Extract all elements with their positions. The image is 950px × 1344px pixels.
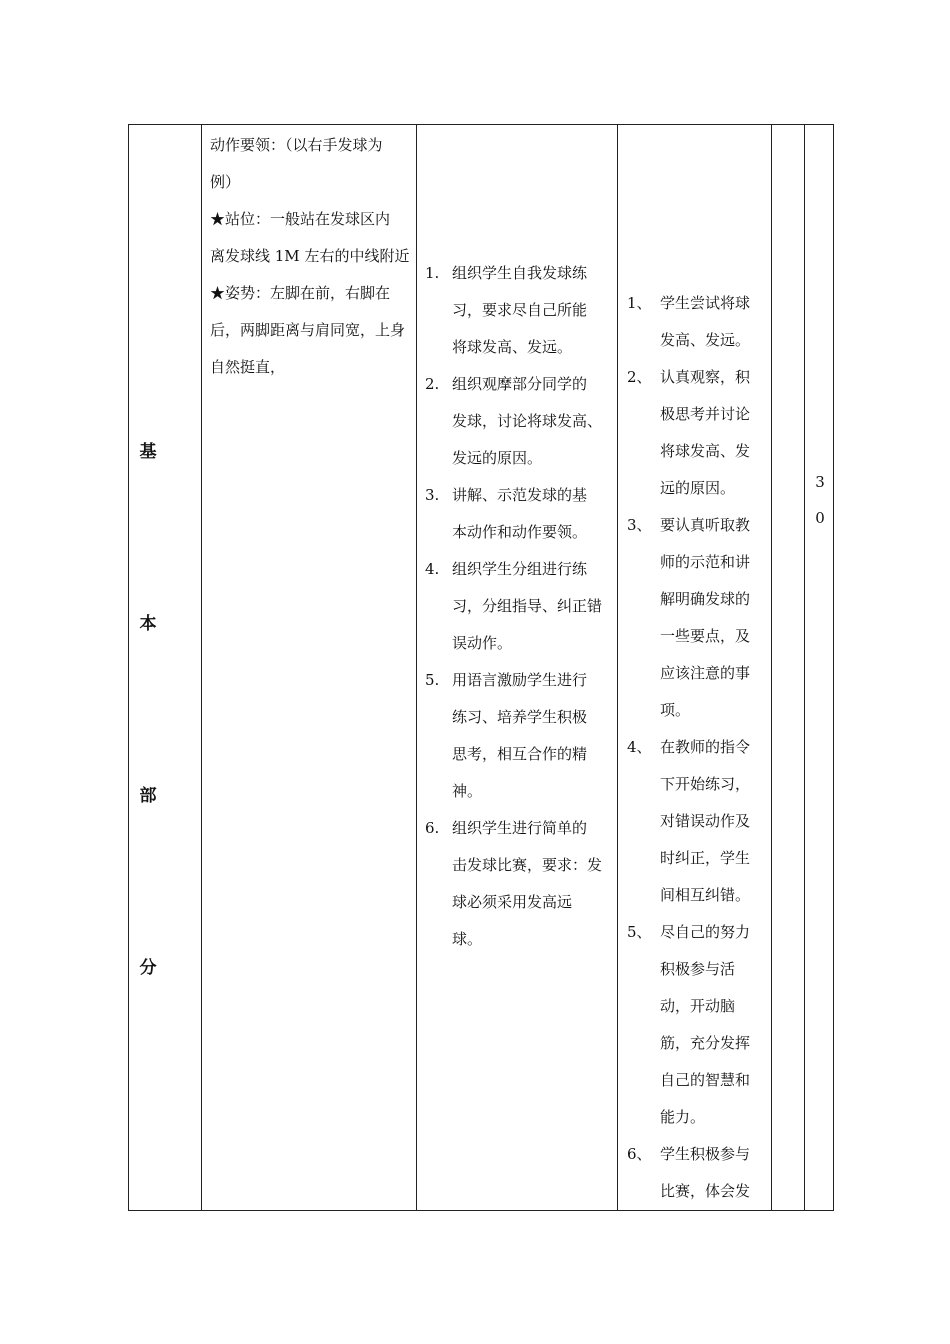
section-title-char: 基 — [139, 442, 157, 462]
section-title-char: 本 — [139, 614, 157, 634]
list-item: 3、 要认真听取教 师的示范和讲 解明确发球的 一些要点，及 应该注意的事 项。 — [627, 507, 777, 729]
list-item: 4、 在教师的指令 下开始练习， 对错误动作及 时纠正，学生 间相互纠错。 — [627, 729, 777, 914]
teacher-activities-list — [425, 255, 623, 958]
teaching-content — [210, 127, 415, 386]
item-number: 6、 — [627, 1145, 652, 1163]
content-line: ★站位：一般站在发球区内 — [210, 210, 391, 228]
content-line: 自然挺直， — [210, 358, 286, 376]
section-title-char: 分 — [139, 958, 157, 978]
item-number: 2、 — [627, 368, 652, 386]
list-item: 1、 学生尝试将球 发高、发远。 — [627, 285, 777, 359]
list-item: 5、 尽自己的努力 积极参与活 动，开动脑 筋，充分发挥 自己的智慧和 能力。 — [627, 914, 777, 1136]
list-item: 6、 学生积极参与 比赛，体会发 — [627, 1136, 777, 1210]
column-divider — [804, 125, 805, 1210]
content-line: 离发球线 1M 左右的中线附近 — [210, 247, 410, 265]
item-number: 3. — [425, 486, 440, 504]
content-line: 例） — [210, 173, 241, 191]
list-item: 3. 讲解、示范发球的基 本动作和动作要领。 — [425, 477, 623, 551]
list-item: 5. 用语言激励学生进行 练习、培养学生积极 思考，相互合作的精 神。 — [425, 662, 623, 810]
list-item: 2、 认真观察，积 极思考并讨论 将球发高、发 远的原因。 — [627, 359, 777, 507]
student-activities-list — [627, 285, 777, 1210]
section-title-char: 部 — [139, 786, 157, 806]
item-number: 6. — [425, 819, 440, 837]
list-item: 2. 组织观摩部分同学的 发球，讨论将球发高、 发远的原因。 — [425, 366, 623, 477]
column-divider — [201, 125, 202, 1210]
item-number: 1. — [425, 264, 440, 282]
list-item: 6. 组织学生进行简单的 击发球比赛，要求：发 球必须采用发高远 球。 — [425, 810, 623, 958]
list-item: 1. 组织学生自我发球练 习，要求尽自己所能 将球发高、发远。 — [425, 255, 623, 366]
column-divider — [416, 125, 417, 1210]
time-digit: 0 — [815, 509, 825, 527]
item-number: 2. — [425, 375, 440, 393]
item-number: 4、 — [627, 738, 652, 756]
item-number: 3、 — [627, 516, 652, 534]
list-item: 4. 组织学生分组进行练 习，分组指导、纠正错 误动作。 — [425, 551, 623, 662]
lesson-plan-table — [128, 124, 834, 1211]
content-line: ★姿势：左脚在前，右脚在 — [210, 284, 391, 302]
content-line: 后，两脚距离与肩同宽，上身 — [210, 321, 406, 339]
item-number: 4. — [425, 560, 440, 578]
content-line: 动作要领：（以右手发球为 — [210, 136, 383, 154]
time-digit: 3 — [815, 473, 825, 491]
item-number: 5. — [425, 671, 440, 689]
item-number: 1、 — [627, 294, 652, 312]
item-number: 5、 — [627, 923, 652, 941]
